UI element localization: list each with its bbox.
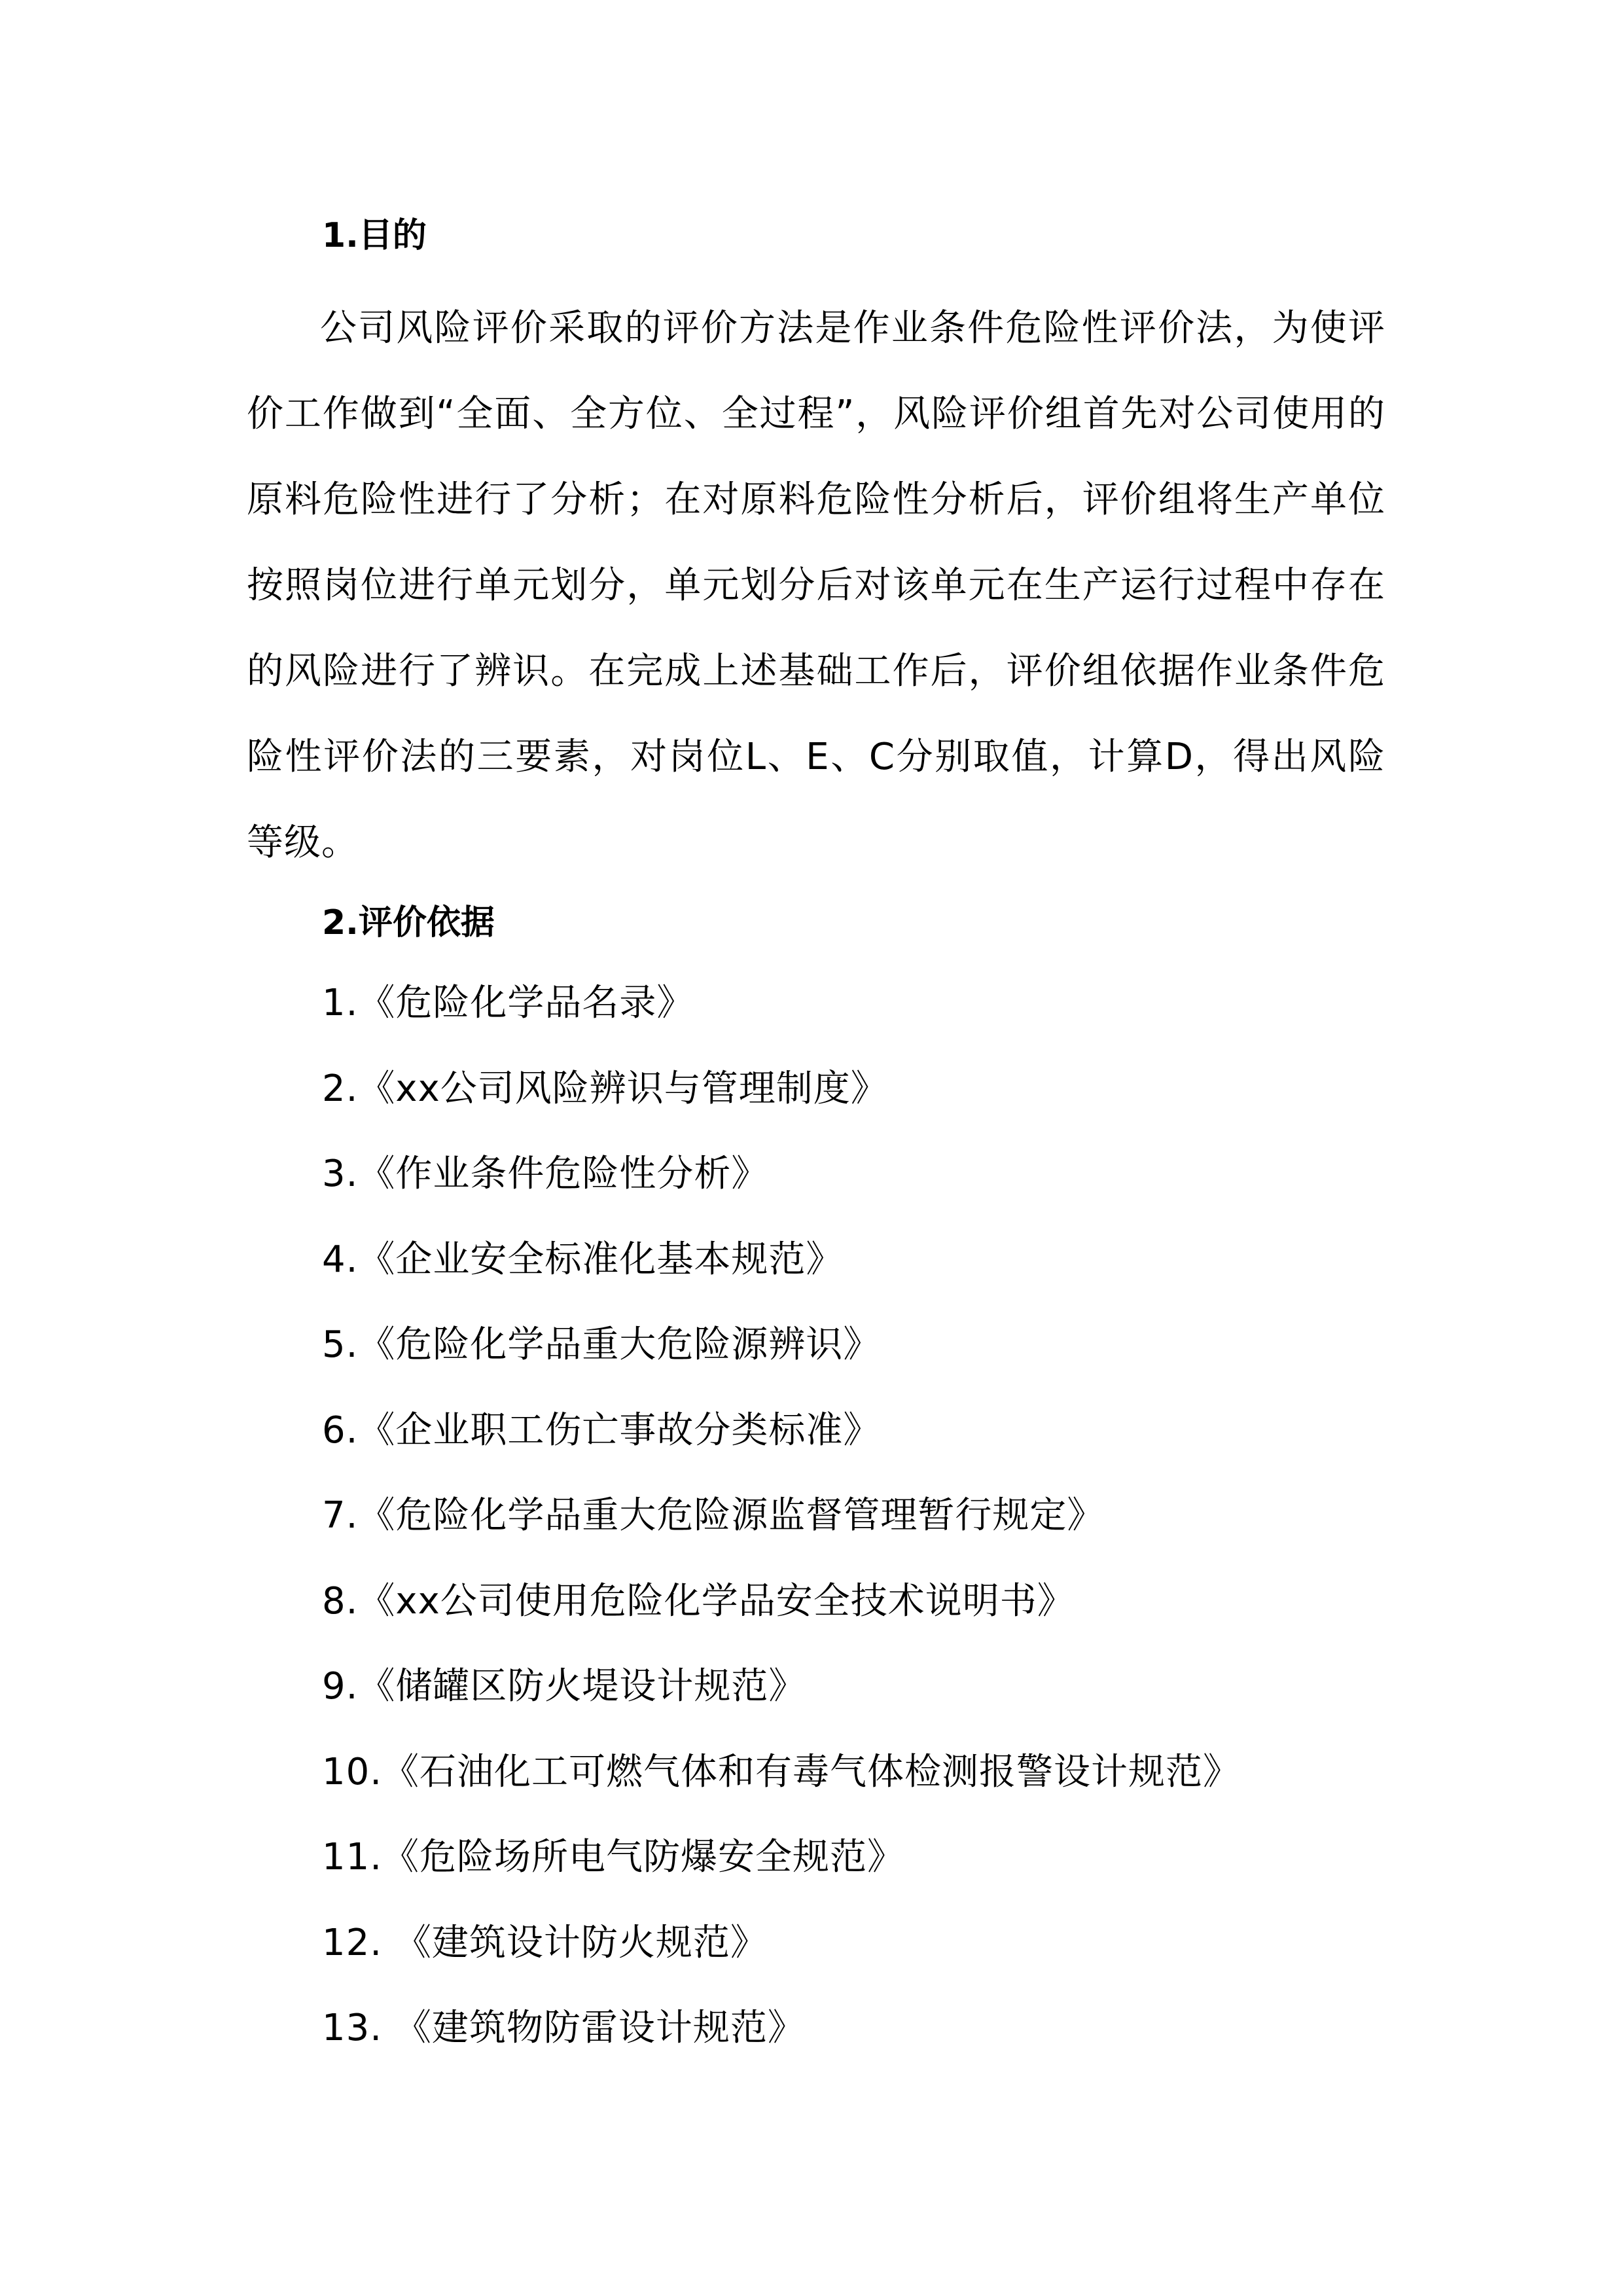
reference-item: 6.《企业职工伤亡事故分类标准》 [322,1408,881,1452]
reference-item: 11.《危险场所电气防爆安全规范》 [322,1836,905,1878]
reference-item: 4.《企业安全标准化基本规范》 [322,1238,844,1281]
reference-item: 13. 《建筑物防雷设计规范》 [322,2007,805,2049]
reference-item: 7.《危险化学品重大危险源监督管理暂行规定》 [322,1494,1105,1537]
section-1-heading: 1.目的 [322,216,427,255]
section-1-paragraph-text: 公司风险评价采取的评价方法是作业条件危险性评价法，为使评价工作做到“全面、全方位、全过程”，风险评价组首先对公司使用的原料危险性进行了分析；在对原料危险性分析后，评价组将生产单位按照岗位进行单元划分，单元划分后对该单元在生产运行过程中存在的风险进行了辨识。在完成上述基础工作后，评价组依据作业条件危险性评价法的三要素，对岗位L、E、C分别取值，计算D，得出风险等级。 [247,307,1385,864]
reference-item: 9.《储罐区防火堤设计规范》 [322,1665,806,1708]
reference-item: 5.《危险化学品重大危险源辨识》 [322,1323,881,1366]
reference-list [322,984,1240,2094]
reference-item: 2.《xx公司风险辨识与管理制度》 [322,1067,888,1110]
reference-item: 3.《作业条件危险性分析》 [322,1153,769,1195]
section-1-paragraph [247,285,1385,886]
reference-item: 8.《xx公司使用危险化学品安全技术说明书》 [322,1579,1075,1623]
reference-item: 12. 《建筑设计防火规范》 [322,1921,768,1964]
reference-item: 10.《石油化工可燃气体和有毒气体检测报警设计规范》 [322,1750,1241,1793]
section-2-heading: 2.评价依据 [322,903,495,942]
reference-item: 1.《危险化学品名录》 [322,982,694,1024]
